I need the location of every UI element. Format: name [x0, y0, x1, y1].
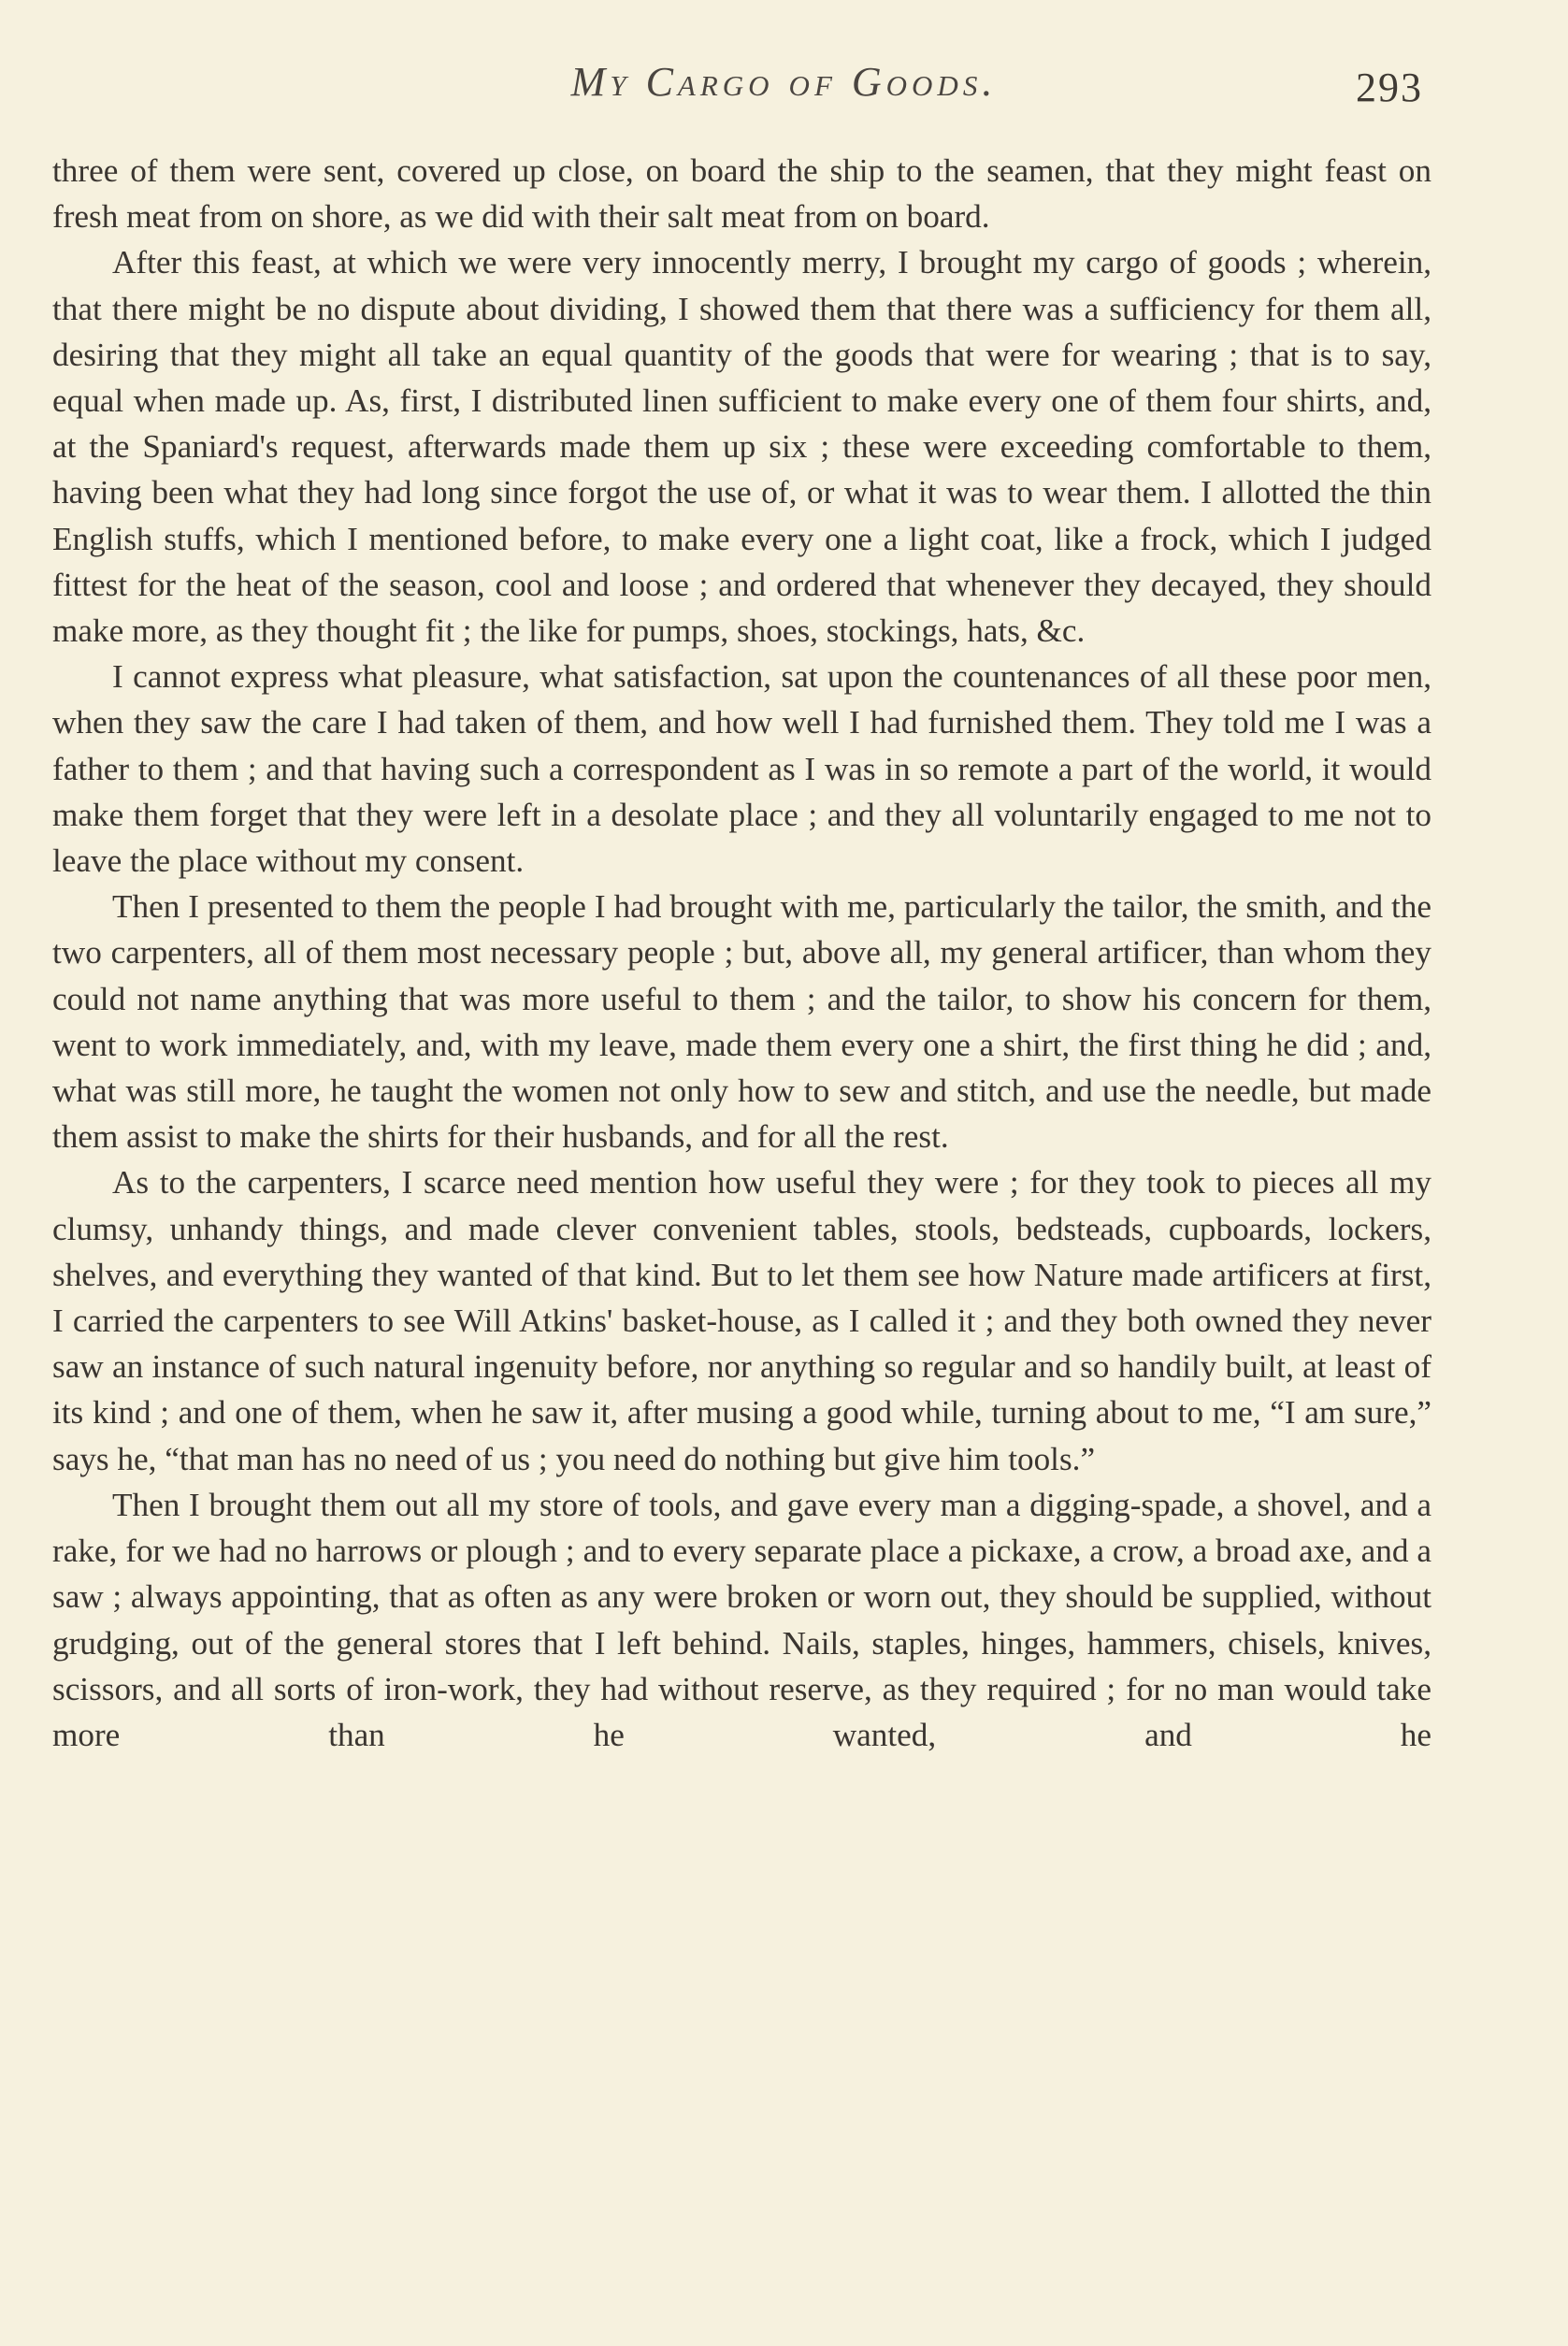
page-number: 293 — [1356, 65, 1423, 110]
paragraph: I cannot express what pleasure, what satisfaction, sat upon the countenances of all these poor men, when they saw the care I had taken of them, and how well I had furnished them. They told me I was a father to them ; and that having such a correspondent as I was in so remote a part of the world, it would make them forget that they were left in a desolate place ; and they all voluntarily engaged to me not to leave the place without my consent. — [52, 658, 1431, 880]
paragraph: As to the carpenters, I scarce need mention how useful they were ; for they took to pieces all my clumsy, unhandy things, and made clever convenient tables, stools, bedsteads, cupboards, lockers, shelves, and everything they wanted of that kind. But to let them see how Nature made artificers at first, I carried the carpenters to see Will Atkins' basket-house, as I called it ; and they both owned they never saw an instance of such natural ingenuity before, nor anything so regular and so handily built, at least of its kind ; and one of them, when he saw it, after musing a good while, turning about to me, “I am sure,” says he, “that man has no need of us ; you need do nothing but give him tools.” — [52, 1164, 1431, 1477]
body-text — [52, 148, 1431, 1758]
paragraph: Then I presented to them the people I had brought with me, particularly the tailor, the smith, and the two carpenters, all of them most necessary people ; but, above all, my general artificer, than whom they could not name anything that was more useful to them ; and the tailor, to show his concern for them, went to work immediately, and, with my leave, made them every one a shirt, the first thing he did ; and, what was still more, he taught the women not only how to sew and stitch, and use the needle, but made them assist to make the shirts for their husbands, and for all the rest. — [52, 888, 1431, 1156]
paragraph: After this feast, at which we were very innocently merry, I brought my cargo of goods ; wherein, that there might be no dispute about dividing, I showed them that there was a sufficiency for them all, desiring that they might all take an equal quantity of the goods that were for wearing ; that is to say, equal when made up. As, first, I distributed linen sufficient to make every one of them four shirts, and, at the Spaniard's request, afterwards made them up six ; these were exceeding comfortable to them, having been what they had long since forgot the use of, or what it was to wear them. I allotted the thin English stuffs, which I mentioned before, to make every one a light coat, like a frock, which I judged fittest for the heat of the season, cool and loose ; and ordered that whenever they decayed, they should make more, as they thought fit ; the like for pumps, shoes, stockings, hats, &c. — [52, 244, 1431, 650]
paragraph-continued: three of them were sent, covered up close, on board the ship to the seamen, that they might feast on fresh meat from on shore, as we did with their salt meat from on board. — [52, 152, 1431, 236]
paragraph-continues: Then I brought them out all my store of tools, and gave every man a digging-spade, a shovel, and a rake, for we had no harrows or plough ; and to every separate place a pickaxe, a crow, a broad axe, and a saw ; always appointing, that as often as any were broken or worn out, they should be supplied, without grudging, out of the general stores that I left behind. Nails, staples, hinges, hammers, chisels, knives, scissors, and all sorts of iron-work, they had without reserve, as they required ; for no man would take more than he wanted, and he — [52, 1486, 1431, 1753]
running-head — [0, 58, 1568, 123]
running-title: My Cargo of Goods. — [570, 59, 998, 105]
